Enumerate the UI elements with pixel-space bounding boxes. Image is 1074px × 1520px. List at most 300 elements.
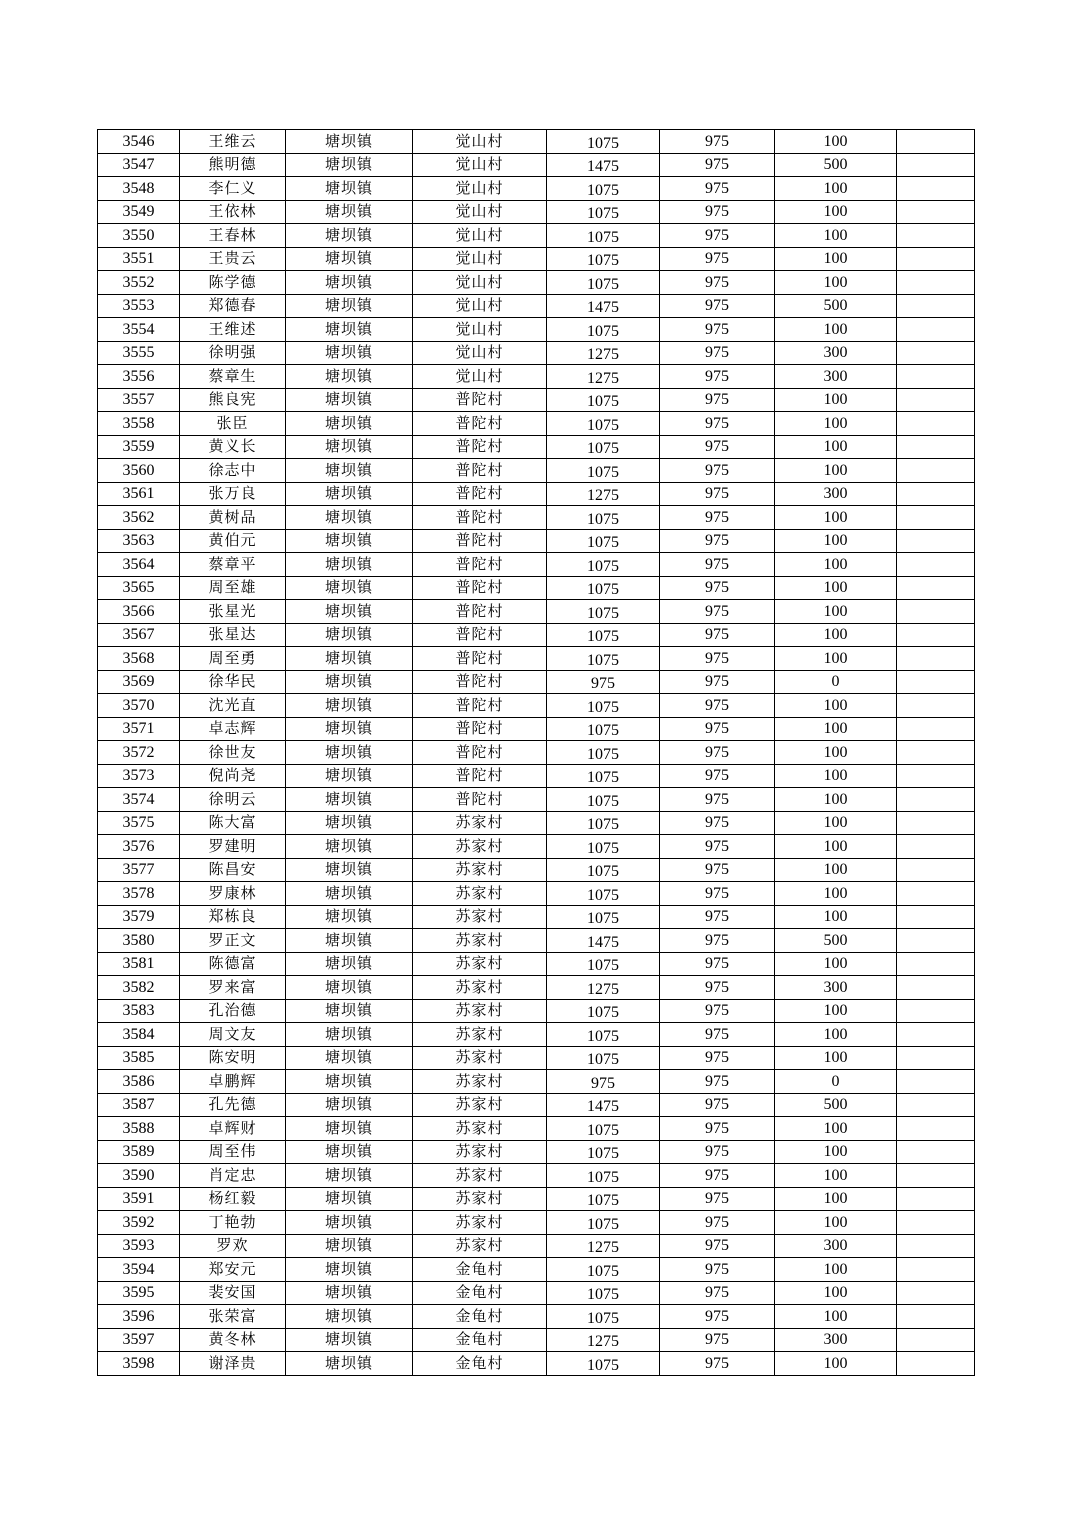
cell-amount-total: 1075 (547, 506, 660, 530)
cell-village: 苏家村 (413, 999, 547, 1023)
cell-amount-total: 1075 (547, 224, 660, 248)
cell-amount-total: 1475 (547, 294, 660, 318)
cell-name: 徐明强 (180, 341, 286, 365)
cell-town: 塘坝镇 (286, 623, 413, 647)
table-row (98, 764, 975, 788)
cell-id: 3559 (98, 435, 180, 459)
cell-amount-total: 1075 (547, 764, 660, 788)
cell-id: 3576 (98, 835, 180, 859)
cell-amount-diff: 500 (775, 294, 897, 318)
cell-id: 3592 (98, 1211, 180, 1235)
cell-town: 塘坝镇 (286, 459, 413, 483)
cell-amount-diff: 100 (775, 1352, 897, 1376)
cell-id: 3548 (98, 177, 180, 201)
cell-id: 3555 (98, 341, 180, 365)
cell-amount-base: 975 (660, 529, 775, 553)
cell-amount-total: 1075 (547, 788, 660, 812)
cell-amount-total: 1075 (547, 553, 660, 577)
cell-village: 苏家村 (413, 1093, 547, 1117)
cell-town: 塘坝镇 (286, 811, 413, 835)
cell-id: 3547 (98, 153, 180, 177)
cell-remark (897, 341, 975, 365)
cell-remark (897, 482, 975, 506)
cell-name: 陈昌安 (180, 858, 286, 882)
cell-amount-total: 1075 (547, 318, 660, 342)
table-row (98, 952, 975, 976)
table-row (98, 1328, 975, 1352)
cell-town: 塘坝镇 (286, 506, 413, 530)
cell-name: 肖定忠 (180, 1164, 286, 1188)
cell-amount-total: 1075 (547, 647, 660, 671)
cell-remark (897, 1234, 975, 1258)
cell-remark (897, 271, 975, 295)
cell-id: 3577 (98, 858, 180, 882)
table-row (98, 294, 975, 318)
cell-town: 塘坝镇 (286, 435, 413, 459)
cell-remark (897, 670, 975, 694)
cell-name: 王依林 (180, 200, 286, 224)
cell-amount-diff: 100 (775, 741, 897, 765)
cell-id: 3586 (98, 1070, 180, 1094)
table-row (98, 976, 975, 1000)
cell-remark (897, 506, 975, 530)
cell-remark (897, 294, 975, 318)
cell-id: 3550 (98, 224, 180, 248)
cell-amount-total: 1075 (547, 1164, 660, 1188)
cell-remark (897, 247, 975, 271)
cell-amount-base: 975 (660, 153, 775, 177)
table-row (98, 435, 975, 459)
cell-name: 郑安元 (180, 1258, 286, 1282)
cell-amount-base: 975 (660, 412, 775, 436)
cell-amount-total: 1275 (547, 482, 660, 506)
cell-amount-diff: 100 (775, 647, 897, 671)
cell-amount-base: 975 (660, 1164, 775, 1188)
cell-id: 3574 (98, 788, 180, 812)
cell-name: 周文友 (180, 1023, 286, 1047)
cell-remark (897, 647, 975, 671)
cell-name: 张星达 (180, 623, 286, 647)
cell-amount-base: 975 (660, 1328, 775, 1352)
cell-amount-base: 975 (660, 200, 775, 224)
cell-village: 金龟村 (413, 1305, 547, 1329)
cell-amount-base: 975 (660, 553, 775, 577)
cell-amount-total: 1275 (547, 1234, 660, 1258)
cell-village: 普陀村 (413, 576, 547, 600)
cell-amount-diff: 100 (775, 694, 897, 718)
cell-village: 普陀村 (413, 670, 547, 694)
table-row (98, 224, 975, 248)
cell-village: 苏家村 (413, 1234, 547, 1258)
cell-amount-total: 1075 (547, 1023, 660, 1047)
cell-amount-total: 1075 (547, 130, 660, 154)
cell-amount-base: 975 (660, 271, 775, 295)
cell-remark (897, 1117, 975, 1141)
table-row (98, 1117, 975, 1141)
cell-id: 3573 (98, 764, 180, 788)
table-row (98, 247, 975, 271)
cell-town: 塘坝镇 (286, 318, 413, 342)
cell-town: 塘坝镇 (286, 1070, 413, 1094)
cell-amount-total: 1075 (547, 200, 660, 224)
cell-amount-diff: 100 (775, 224, 897, 248)
cell-name: 蔡章平 (180, 553, 286, 577)
cell-amount-total: 1075 (547, 529, 660, 553)
cell-name: 张荣富 (180, 1305, 286, 1329)
cell-name: 熊良宪 (180, 388, 286, 412)
cell-remark (897, 623, 975, 647)
table-row (98, 858, 975, 882)
cell-village: 金龟村 (413, 1258, 547, 1282)
cell-amount-total: 1075 (547, 1281, 660, 1305)
cell-name: 陈安明 (180, 1046, 286, 1070)
cell-town: 塘坝镇 (286, 1305, 413, 1329)
cell-village: 苏家村 (413, 976, 547, 1000)
cell-name: 黄树品 (180, 506, 286, 530)
cell-name: 徐志中 (180, 459, 286, 483)
cell-town: 塘坝镇 (286, 177, 413, 201)
cell-amount-total: 1275 (547, 365, 660, 389)
cell-remark (897, 741, 975, 765)
cell-amount-total: 1075 (547, 905, 660, 929)
cell-remark (897, 130, 975, 154)
cell-amount-base: 975 (660, 294, 775, 318)
cell-name: 陈大富 (180, 811, 286, 835)
table-row (98, 529, 975, 553)
cell-id: 3595 (98, 1281, 180, 1305)
cell-village: 普陀村 (413, 435, 547, 459)
cell-id: 3558 (98, 412, 180, 436)
cell-amount-total: 1075 (547, 1187, 660, 1211)
cell-id: 3575 (98, 811, 180, 835)
table-row (98, 905, 975, 929)
cell-amount-base: 975 (660, 365, 775, 389)
cell-amount-diff: 0 (775, 1070, 897, 1094)
cell-town: 塘坝镇 (286, 1187, 413, 1211)
cell-amount-base: 975 (660, 1070, 775, 1094)
cell-remark (897, 600, 975, 624)
cell-amount-base: 975 (660, 130, 775, 154)
cell-amount-diff: 100 (775, 271, 897, 295)
cell-id: 3579 (98, 905, 180, 929)
cell-id: 3566 (98, 600, 180, 624)
cell-village: 金龟村 (413, 1352, 547, 1376)
cell-remark (897, 788, 975, 812)
table-row (98, 1281, 975, 1305)
cell-amount-total: 1475 (547, 1093, 660, 1117)
cell-amount-base: 975 (660, 1023, 775, 1047)
cell-amount-total: 975 (547, 670, 660, 694)
cell-id: 3572 (98, 741, 180, 765)
cell-town: 塘坝镇 (286, 952, 413, 976)
cell-name: 罗康林 (180, 882, 286, 906)
cell-name: 陈德富 (180, 952, 286, 976)
cell-name: 卓鹏辉 (180, 1070, 286, 1094)
cell-village: 普陀村 (413, 388, 547, 412)
cell-town: 塘坝镇 (286, 130, 413, 154)
table-row (98, 600, 975, 624)
cell-village: 苏家村 (413, 811, 547, 835)
cell-town: 塘坝镇 (286, 835, 413, 859)
cell-name: 黄冬林 (180, 1328, 286, 1352)
cell-amount-total: 1075 (547, 741, 660, 765)
cell-amount-base: 975 (660, 623, 775, 647)
cell-amount-diff: 100 (775, 1258, 897, 1282)
cell-village: 普陀村 (413, 764, 547, 788)
cell-name: 谢泽贵 (180, 1352, 286, 1376)
cell-amount-total: 1075 (547, 1352, 660, 1376)
cell-amount-total: 1075 (547, 247, 660, 271)
cell-amount-total: 1075 (547, 858, 660, 882)
cell-remark (897, 1046, 975, 1070)
cell-town: 塘坝镇 (286, 1023, 413, 1047)
cell-id: 3596 (98, 1305, 180, 1329)
cell-remark (897, 952, 975, 976)
cell-village: 苏家村 (413, 952, 547, 976)
cell-amount-diff: 500 (775, 153, 897, 177)
cell-amount-base: 975 (660, 929, 775, 953)
table-row (98, 670, 975, 694)
cell-amount-base: 975 (660, 764, 775, 788)
cell-id: 3563 (98, 529, 180, 553)
table-row (98, 1258, 975, 1282)
cell-amount-diff: 100 (775, 1023, 897, 1047)
cell-town: 塘坝镇 (286, 905, 413, 929)
cell-amount-total: 1475 (547, 929, 660, 953)
cell-amount-base: 975 (660, 976, 775, 1000)
cell-village: 苏家村 (413, 1070, 547, 1094)
cell-village: 觉山村 (413, 200, 547, 224)
cell-name: 沈光直 (180, 694, 286, 718)
cell-name: 李仁义 (180, 177, 286, 201)
cell-id: 3590 (98, 1164, 180, 1188)
cell-amount-base: 975 (660, 694, 775, 718)
cell-amount-diff: 100 (775, 1117, 897, 1141)
table-row (98, 623, 975, 647)
table-row (98, 1211, 975, 1235)
cell-amount-diff: 300 (775, 482, 897, 506)
cell-town: 塘坝镇 (286, 1211, 413, 1235)
cell-id: 3570 (98, 694, 180, 718)
cell-remark (897, 1070, 975, 1094)
cell-amount-diff: 100 (775, 177, 897, 201)
cell-amount-diff: 100 (775, 788, 897, 812)
cell-amount-base: 975 (660, 1234, 775, 1258)
cell-name: 罗欢 (180, 1234, 286, 1258)
cell-village: 苏家村 (413, 1023, 547, 1047)
cell-remark (897, 388, 975, 412)
cell-name: 周至雄 (180, 576, 286, 600)
cell-village: 普陀村 (413, 717, 547, 741)
cell-amount-base: 975 (660, 506, 775, 530)
table-row (98, 482, 975, 506)
cell-amount-base: 975 (660, 459, 775, 483)
cell-remark (897, 529, 975, 553)
cell-id: 3594 (98, 1258, 180, 1282)
cell-amount-diff: 500 (775, 929, 897, 953)
cell-amount-base: 975 (660, 1093, 775, 1117)
cell-town: 塘坝镇 (286, 670, 413, 694)
table-body (98, 130, 975, 1376)
cell-name: 孔治德 (180, 999, 286, 1023)
cell-id: 3598 (98, 1352, 180, 1376)
cell-village: 苏家村 (413, 1164, 547, 1188)
cell-remark (897, 1352, 975, 1376)
cell-village: 苏家村 (413, 905, 547, 929)
table-row (98, 130, 975, 154)
cell-amount-base: 975 (660, 1211, 775, 1235)
cell-village: 觉山村 (413, 130, 547, 154)
cell-town: 塘坝镇 (286, 200, 413, 224)
cell-amount-total: 975 (547, 1070, 660, 1094)
cell-id: 3569 (98, 670, 180, 694)
cell-name: 徐世友 (180, 741, 286, 765)
cell-town: 塘坝镇 (286, 388, 413, 412)
cell-town: 塘坝镇 (286, 294, 413, 318)
cell-id: 3549 (98, 200, 180, 224)
cell-amount-base: 975 (660, 741, 775, 765)
cell-town: 塘坝镇 (286, 271, 413, 295)
cell-amount-diff: 100 (775, 905, 897, 929)
cell-amount-diff: 100 (775, 1187, 897, 1211)
cell-remark (897, 435, 975, 459)
cell-remark (897, 1164, 975, 1188)
cell-village: 苏家村 (413, 929, 547, 953)
cell-village: 苏家村 (413, 1211, 547, 1235)
cell-remark (897, 999, 975, 1023)
table-row (98, 694, 975, 718)
cell-amount-total: 1075 (547, 459, 660, 483)
cell-amount-total: 1075 (547, 835, 660, 859)
cell-village: 普陀村 (413, 694, 547, 718)
cell-id: 3593 (98, 1234, 180, 1258)
cell-amount-diff: 100 (775, 459, 897, 483)
cell-amount-diff: 100 (775, 717, 897, 741)
cell-town: 塘坝镇 (286, 1234, 413, 1258)
cell-amount-diff: 100 (775, 529, 897, 553)
cell-amount-diff: 0 (775, 670, 897, 694)
cell-name: 张臣 (180, 412, 286, 436)
cell-name: 徐华民 (180, 670, 286, 694)
cell-amount-base: 975 (660, 1140, 775, 1164)
cell-amount-total: 1075 (547, 412, 660, 436)
cell-name: 卓辉财 (180, 1117, 286, 1141)
cell-village: 金龟村 (413, 1328, 547, 1352)
cell-amount-base: 975 (660, 247, 775, 271)
cell-village: 普陀村 (413, 412, 547, 436)
cell-village: 普陀村 (413, 529, 547, 553)
cell-village: 觉山村 (413, 177, 547, 201)
cell-amount-base: 975 (660, 905, 775, 929)
table-row (98, 811, 975, 835)
cell-town: 塘坝镇 (286, 365, 413, 389)
cell-name: 卓志辉 (180, 717, 286, 741)
cell-amount-diff: 100 (775, 130, 897, 154)
cell-name: 倪尚尧 (180, 764, 286, 788)
cell-town: 塘坝镇 (286, 1281, 413, 1305)
cell-amount-diff: 100 (775, 576, 897, 600)
cell-village: 苏家村 (413, 1117, 547, 1141)
cell-amount-base: 975 (660, 835, 775, 859)
cell-amount-diff: 100 (775, 200, 897, 224)
cell-amount-base: 975 (660, 177, 775, 201)
cell-remark (897, 177, 975, 201)
cell-remark (897, 224, 975, 248)
cell-town: 塘坝镇 (286, 1164, 413, 1188)
cell-remark (897, 200, 975, 224)
cell-village: 觉山村 (413, 294, 547, 318)
table-row (98, 1352, 975, 1376)
cell-amount-diff: 100 (775, 858, 897, 882)
cell-remark (897, 1187, 975, 1211)
table-row (98, 1093, 975, 1117)
cell-remark (897, 1211, 975, 1235)
cell-town: 塘坝镇 (286, 412, 413, 436)
cell-name: 周至勇 (180, 647, 286, 671)
cell-town: 塘坝镇 (286, 976, 413, 1000)
cell-amount-total: 1075 (547, 1046, 660, 1070)
table-row (98, 341, 975, 365)
cell-id: 3571 (98, 717, 180, 741)
cell-amount-base: 975 (660, 952, 775, 976)
cell-amount-diff: 100 (775, 1046, 897, 1070)
cell-name: 罗建明 (180, 835, 286, 859)
cell-id: 3582 (98, 976, 180, 1000)
cell-amount-diff: 300 (775, 1328, 897, 1352)
cell-village: 普陀村 (413, 741, 547, 765)
cell-amount-diff: 100 (775, 506, 897, 530)
cell-id: 3546 (98, 130, 180, 154)
cell-amount-base: 975 (660, 1352, 775, 1376)
cell-town: 塘坝镇 (286, 1093, 413, 1117)
cell-name: 王贵云 (180, 247, 286, 271)
cell-town: 塘坝镇 (286, 529, 413, 553)
table-row (98, 318, 975, 342)
cell-amount-diff: 100 (775, 1211, 897, 1235)
cell-town: 塘坝镇 (286, 247, 413, 271)
cell-remark (897, 365, 975, 389)
cell-remark (897, 811, 975, 835)
cell-amount-diff: 100 (775, 623, 897, 647)
cell-amount-diff: 100 (775, 999, 897, 1023)
cell-amount-diff: 500 (775, 1093, 897, 1117)
cell-town: 塘坝镇 (286, 1328, 413, 1352)
cell-village: 普陀村 (413, 788, 547, 812)
cell-village: 普陀村 (413, 482, 547, 506)
cell-name: 黄义长 (180, 435, 286, 459)
cell-town: 塘坝镇 (286, 341, 413, 365)
table-row (98, 1070, 975, 1094)
cell-amount-diff: 100 (775, 388, 897, 412)
cell-id: 3585 (98, 1046, 180, 1070)
table-row (98, 200, 975, 224)
cell-remark (897, 1258, 975, 1282)
table-row (98, 576, 975, 600)
cell-remark (897, 1023, 975, 1047)
cell-amount-diff: 100 (775, 435, 897, 459)
cell-remark (897, 412, 975, 436)
cell-town: 塘坝镇 (286, 788, 413, 812)
cell-town: 塘坝镇 (286, 600, 413, 624)
cell-town: 塘坝镇 (286, 224, 413, 248)
cell-amount-total: 1075 (547, 600, 660, 624)
cell-remark (897, 858, 975, 882)
cell-amount-diff: 300 (775, 1234, 897, 1258)
cell-amount-total: 1075 (547, 717, 660, 741)
cell-remark (897, 1328, 975, 1352)
cell-village: 苏家村 (413, 1187, 547, 1211)
cell-amount-base: 975 (660, 600, 775, 624)
